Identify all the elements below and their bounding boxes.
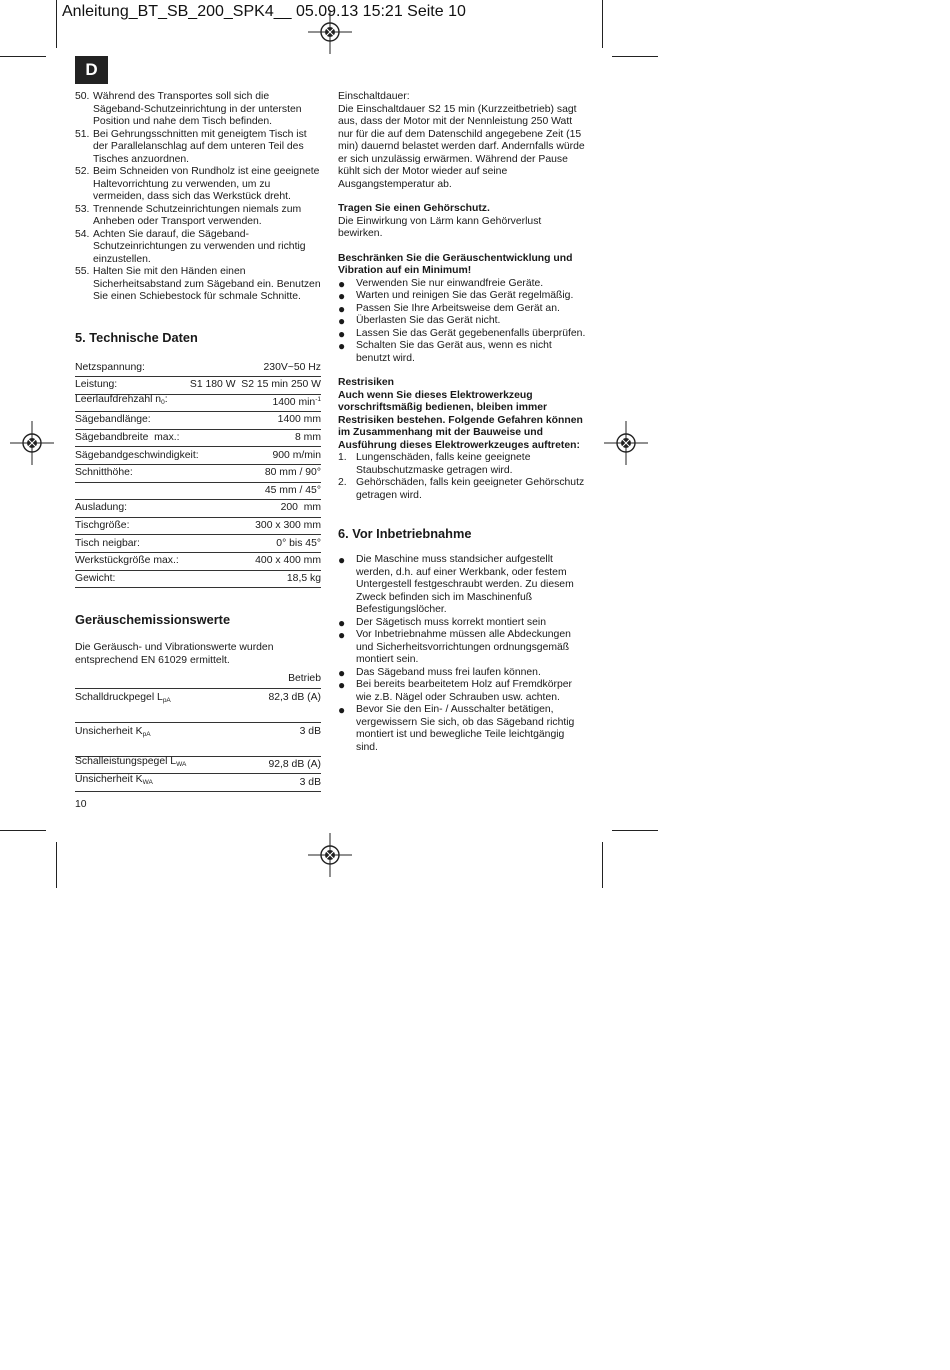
row-label xyxy=(75,774,153,790)
list-item xyxy=(338,315,588,328)
list-item xyxy=(75,166,321,204)
table-row xyxy=(75,395,321,413)
row-value: 8 mm xyxy=(295,431,321,443)
row-value: 18,5 kg xyxy=(286,572,321,584)
label-text: Unsicherheit K xyxy=(75,725,143,737)
list-text: Das Sägeband muss frei laufen können. xyxy=(356,666,541,678)
list-number: 53. xyxy=(75,203,90,215)
left-column xyxy=(75,91,321,792)
column-header: Betrieb xyxy=(288,673,321,685)
label-text: Unsicherheit K xyxy=(75,773,143,785)
bullet-dot-icon: ● xyxy=(338,628,346,642)
table-row xyxy=(75,774,321,792)
row-label: Sägebandbreite max.: xyxy=(75,431,180,443)
crop-mark-top-right-h xyxy=(612,56,658,57)
bullet-dot-icon: ● xyxy=(338,314,346,328)
row-label: Sägebandlänge: xyxy=(75,414,151,426)
list-number: 54. xyxy=(75,228,90,240)
list-text: Halten Sie mit den Händen einen Sicherheitsabstand zum Sägeband ein. Benutzen Sie einen Schiebestock für schmale Schnitte. xyxy=(93,266,321,302)
registration-mark-icon xyxy=(604,421,648,465)
table-row xyxy=(75,500,321,518)
table-row xyxy=(75,430,321,448)
list-text: Bei bereits bearbeitetem Holz auf Fremdkörper wie z.B. Nägel oder Schrauben usw. achten. xyxy=(356,679,572,703)
list-item xyxy=(338,679,588,704)
table-row xyxy=(75,723,321,757)
crop-mark-bottom-right-v xyxy=(602,842,603,888)
table-row xyxy=(75,465,321,483)
list-text: Schalten Sie das Gerät aus, wenn es nicht benutzt wird. xyxy=(356,340,552,364)
language-tab: D xyxy=(75,56,108,84)
table-row xyxy=(75,360,321,378)
list-number: 51. xyxy=(75,128,90,140)
noise-table xyxy=(75,671,321,792)
bullet-dot-icon: ● xyxy=(338,326,346,341)
bullet-dot-icon: ● xyxy=(338,289,346,303)
bullet-dot-icon: ● xyxy=(338,301,346,316)
limit-noise-list xyxy=(338,278,588,366)
list-item xyxy=(75,229,321,267)
crop-mark-top-right-v xyxy=(602,0,603,48)
list-item xyxy=(75,91,321,129)
risk-text: Auch wenn Sie dieses Elektrowerkzeug vorschriftsmäßig bedienen, bleiben immer Restrisiken bestehen. Folgende Gefahren können im Zusammenhang mit der Bauweise und Ausführung dieses Elektrowerkzeuges auftreten: xyxy=(338,389,583,451)
row-value: 82,3 dB (A) xyxy=(268,691,321,703)
duty-text: Die Einschaltdauer S2 15 min (Kurzzeitbetrieb) sagt aus, dass der Motor mit der Nennleistung 250 Watt nur für die auf dem Datenschild angegebene Zeit (15 min) dauernd belastet werden darf. Andernfalls würde er sich unzulässig erwärmen. Während der Pause kühlt sich der Motor wieder auf seine Ausgangstemperatur ab. xyxy=(338,103,585,190)
row-value: 0° bis 45° xyxy=(276,537,321,549)
list-item xyxy=(338,290,588,303)
list-text: Vor Inbetriebnahme müssen alle Abdeckungen und Sicherheitsvorrichtungen ordnungsgemäß montiert sein. xyxy=(356,629,571,665)
list-item xyxy=(338,452,588,477)
noise-heading: Geräuschemissionswerte xyxy=(75,612,231,628)
right-column xyxy=(338,91,588,754)
row-value: 92,8 dB (A) xyxy=(268,758,321,770)
row-value xyxy=(272,394,321,410)
row-value: 3 dB xyxy=(299,725,321,737)
list-text: Die Maschine muss standsicher aufgestellt werden, d.h. auf einer Werkbank, oder festem Untergestell festgeschraubt werden. Zu diesem Zweck befinden sich im Maschinenfuß Befestigungslöcher. xyxy=(356,554,574,615)
list-number: 2. xyxy=(338,477,347,488)
list-item xyxy=(338,667,588,680)
list-item xyxy=(75,129,321,167)
list-text: Achten Sie darauf, die Sägeband-Schutzeinrichtungen zu verwenden und richtig einzustellen. xyxy=(93,228,306,265)
print-slug: Anleitung_BT_SB_200_SPK4__ 05.09.13 15:21 Seite 10 xyxy=(62,3,466,20)
list-text: Gehörschäden, falls kein geeigneter Gehörschutz getragen wird. xyxy=(356,477,585,501)
row-label: Tischgröße: xyxy=(75,519,130,531)
risk-title: Restrisiken xyxy=(338,377,395,388)
table-row xyxy=(75,689,321,723)
ear-protection-title: Tragen Sie einen Gehörschutz. xyxy=(338,203,490,214)
label-text: Leerlaufdrehzahl n xyxy=(75,393,162,405)
label-text: Schalldruckpegel L xyxy=(75,691,163,703)
table-row xyxy=(75,553,321,571)
page-number: 10 xyxy=(75,799,87,810)
bullet-dot-icon: ● xyxy=(338,276,346,291)
row-value: 900 m/min xyxy=(272,449,321,461)
label-subscript: pA xyxy=(162,696,171,704)
value-superscript: -1 xyxy=(315,395,321,403)
list-item xyxy=(338,554,588,617)
list-text: Bei Gehrungsschnitten mit geneigtem Tisch ist der Parallelanschlag auf dem unteren Teil des Tisches anzuordnen. xyxy=(93,128,307,165)
table-row xyxy=(75,518,321,536)
list-text: Während des Transportes soll sich die Sägeband-Schutzeinrichtung in der untersten Position und nahe dem Tisch befinden. xyxy=(93,91,302,127)
row-value: 300 x 300 mm xyxy=(255,519,321,531)
row-value: 200 mm xyxy=(280,502,321,514)
crop-mark-bottom-left-h xyxy=(0,830,46,831)
registration-mark-icon xyxy=(308,833,352,877)
list-item xyxy=(75,266,321,304)
bullet-dot-icon: ● xyxy=(338,339,346,353)
list-text: Warten und reinigen Sie das Gerät regelmäßig. xyxy=(356,290,574,301)
start-list xyxy=(338,554,588,754)
label-subscript: pA xyxy=(142,730,151,738)
label-subscript: WA xyxy=(176,760,187,768)
table-row xyxy=(75,535,321,553)
list-text: Lassen Sie das Gerät gegebenenfalls überprüfen. xyxy=(356,327,586,339)
list-item xyxy=(338,477,588,502)
list-item xyxy=(75,204,321,229)
row-value: 230V~50 Hz xyxy=(263,361,321,373)
tech-table xyxy=(75,360,321,589)
row-value: S1 180 W S2 15 min 250 W xyxy=(189,379,321,391)
list-item xyxy=(338,704,588,754)
list-text: Überlasten Sie das Gerät nicht. xyxy=(356,315,501,326)
list-item xyxy=(338,328,588,341)
table-row xyxy=(75,483,321,501)
crop-mark-bottom-right-h xyxy=(612,830,658,831)
row-label xyxy=(75,726,151,742)
row-label: Leistung: xyxy=(75,379,118,391)
bullet-dot-icon: ● xyxy=(338,615,346,630)
row-label xyxy=(75,756,186,772)
tech-heading: 5. Technische Daten xyxy=(75,329,198,345)
table-row xyxy=(75,377,321,395)
crop-mark-top-left-v xyxy=(56,0,57,48)
list-number: 52. xyxy=(75,166,90,177)
row-label: Netzspannung: xyxy=(75,361,145,373)
list-number: 1. xyxy=(338,452,347,463)
row-label: Schnitthöhe: xyxy=(75,467,133,479)
list-item xyxy=(338,278,588,291)
bullet-dot-icon: ● xyxy=(338,678,346,692)
bullet-dot-icon: ● xyxy=(338,553,346,567)
list-text: Lungenschäden, falls keine geeignete Staubschutzmaske getragen wird. xyxy=(356,452,531,476)
list-text: Der Sägetisch muss korrekt montiert sein xyxy=(356,616,546,628)
row-label: Sägebandgeschwindigkeit: xyxy=(75,449,199,461)
list-text: Verwenden Sie nur einwandfreie Geräte. xyxy=(356,277,544,289)
limit-noise-title: Beschränken Sie die Geräuschentwicklung und Vibration auf ein Minimum! xyxy=(338,252,573,276)
list-number: 50. xyxy=(75,91,90,102)
safety-list xyxy=(75,91,321,304)
table-row xyxy=(75,757,321,775)
list-number: 55. xyxy=(75,266,90,277)
row-value: 400 x 400 mm xyxy=(255,555,321,567)
table-row xyxy=(75,447,321,465)
label-subscript: 0 xyxy=(161,398,165,406)
start-heading: 6. Vor Inbetriebnahme xyxy=(338,526,472,541)
list-item xyxy=(338,617,588,630)
table-row xyxy=(75,571,321,589)
list-item xyxy=(338,303,588,316)
table-row xyxy=(75,671,321,689)
noise-intro: Die Geräusch- und Vibrationswerte wurden entsprechend EN 61029 ermittelt. xyxy=(75,642,274,666)
crop-mark-bottom-left-v xyxy=(56,842,57,888)
row-label xyxy=(75,692,171,708)
row-label: Tisch neigbar: xyxy=(75,537,140,549)
list-item xyxy=(338,629,588,667)
bullet-dot-icon: ● xyxy=(338,703,346,717)
row-label: Ausladung: xyxy=(75,502,127,514)
label-colon: : xyxy=(164,393,168,405)
row-value: 45 mm / 45° xyxy=(264,484,321,496)
list-text: Bevor Sie den Ein- / Ausschalter betätigen, vergewissern Sie sich, ob das Sägeband richtig montiert ist und bewegliche Teile leichtgängig sind. xyxy=(356,704,575,753)
list-text: Passen Sie Ihre Arbeitsweise dem Gerät an. xyxy=(356,302,560,314)
label-text: Schalleistungspegel L xyxy=(75,755,177,767)
row-label xyxy=(75,394,168,410)
row-value: 1400 mm xyxy=(277,414,321,426)
list-text: Beim Schneiden von Rundholz ist eine geeignete Haltevorrichtung zu verwenden, um zu vermeiden, dass sich das Werkstück dreht. xyxy=(93,166,320,202)
registration-mark-icon xyxy=(10,421,54,465)
risk-list xyxy=(338,452,588,502)
row-value: 3 dB xyxy=(299,776,321,788)
crop-mark-top-left-h xyxy=(0,56,46,57)
bullet-dot-icon: ● xyxy=(338,665,346,680)
ear-protection-text: Die Einwirkung von Lärm kann Gehörverlust bewirken. xyxy=(338,215,542,239)
label-subscript: WA xyxy=(142,778,153,786)
value-text: 1400 min xyxy=(272,396,316,408)
row-label: Werkstückgröße max.: xyxy=(75,555,179,567)
row-value: 80 mm / 90° xyxy=(264,467,321,479)
list-item xyxy=(338,340,588,365)
registration-mark-icon xyxy=(308,10,352,54)
table-row xyxy=(75,412,321,430)
list-text: Trennende Schutzeinrichtungen niemals zum Anheben oder Transport verwenden. xyxy=(93,203,302,227)
row-label: Gewicht: xyxy=(75,572,116,584)
duty-title: Einschaltdauer: xyxy=(338,91,410,102)
